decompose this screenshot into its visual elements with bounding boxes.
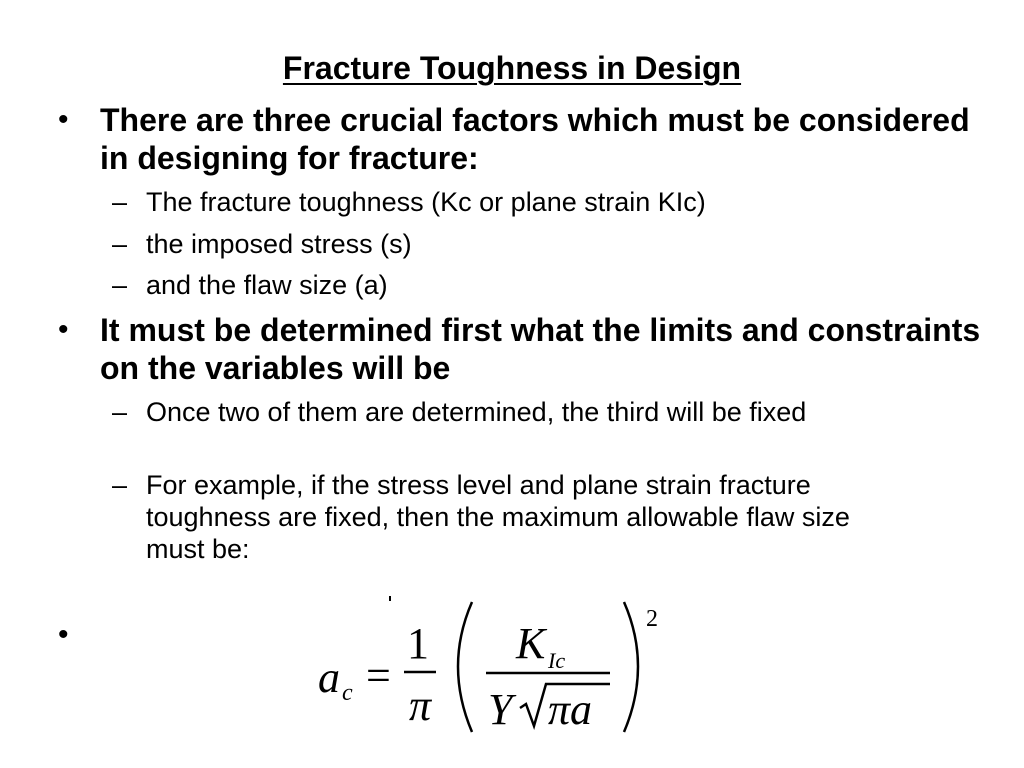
bullet-marker: • bbox=[58, 313, 69, 346]
formula-denominator: π bbox=[408, 681, 432, 730]
formula-image bbox=[308, 596, 682, 738]
bullet-text: There are three crucial factors which must be considered in designing for fracture: bbox=[100, 102, 970, 176]
bullet-text: It must be determined first what the limits and constraints on the variables will be bbox=[100, 312, 981, 386]
critical-flaw-size-formula bbox=[308, 596, 682, 738]
slide-title: Fracture Toughness in Design bbox=[282, 50, 742, 86]
sub-item-1-2 bbox=[112, 228, 912, 260]
formula-left-paren bbox=[458, 602, 472, 732]
bullet-item-2 bbox=[58, 311, 988, 387]
formula-inner-num-sub: Ic bbox=[548, 648, 566, 673]
sub-text: For example, if the stress level and plane strain fracture toughness are fixed, then the maximum allowable flaw size must be: bbox=[146, 470, 850, 564]
dash-marker: – bbox=[112, 470, 128, 500]
dash-marker: – bbox=[112, 270, 128, 300]
sub-text: the imposed stress (s) bbox=[146, 229, 412, 259]
formula-lhs-var: a bbox=[318, 653, 340, 702]
bullet-marker: • bbox=[58, 618, 69, 651]
formula-equals: = bbox=[366, 651, 391, 700]
formula-inner-den-radicand: πa bbox=[548, 685, 593, 734]
sub-item-1-1 bbox=[112, 186, 912, 218]
formula-exponent: 2 bbox=[646, 606, 658, 632]
formula-inner-num-var: K bbox=[516, 619, 546, 668]
sub-text: and the flaw size (a) bbox=[146, 270, 388, 300]
formula-inner-den-y: Y bbox=[488, 685, 513, 734]
dash-marker: – bbox=[112, 397, 128, 427]
sub-item-2-2 bbox=[112, 469, 912, 565]
dash-marker: – bbox=[112, 187, 128, 217]
formula-lhs-sub: c bbox=[342, 680, 353, 706]
sub-item-1-3 bbox=[112, 269, 912, 301]
sub-text: Once two of them are determined, the third will be fixed bbox=[146, 397, 807, 427]
dash-marker: – bbox=[112, 229, 128, 259]
formula-numerator: 1 bbox=[407, 619, 429, 668]
sub-item-2-1 bbox=[112, 396, 912, 428]
sub-text: The fracture toughness (Kc or plane strain KIc) bbox=[146, 187, 706, 217]
bullet-marker: • bbox=[58, 103, 69, 136]
formula-right-paren bbox=[624, 602, 638, 732]
bullet-item-1 bbox=[58, 101, 988, 177]
